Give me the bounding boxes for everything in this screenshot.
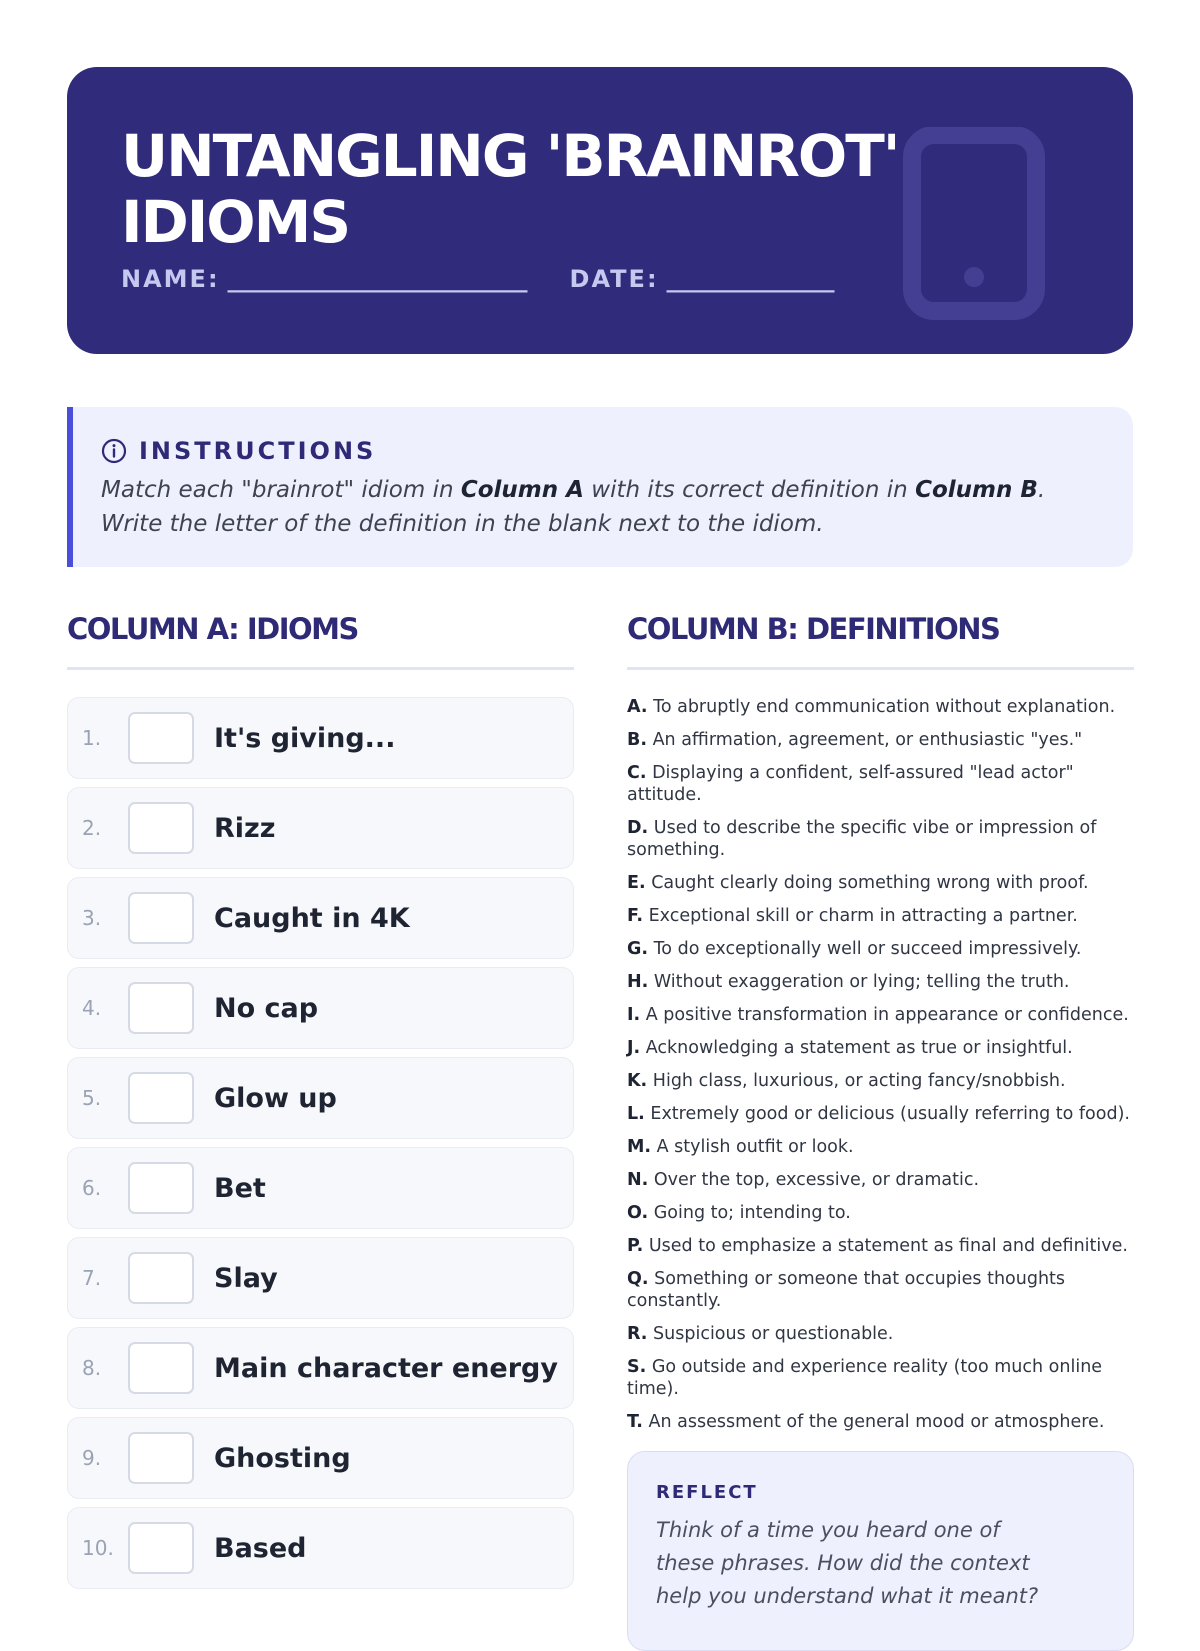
answer-box[interactable]: [128, 1522, 194, 1574]
definition-letter: R.: [627, 1324, 648, 1344]
answer-box[interactable]: [128, 712, 194, 764]
idiom-number: 7.: [82, 1266, 102, 1290]
idiom-number: 10.: [82, 1536, 114, 1560]
idiom-row: [67, 877, 574, 959]
definition-letter: P.: [627, 1236, 644, 1256]
definition-text: Going to; intending to.: [653, 1203, 851, 1223]
definition-text: A stylish outfit or look.: [656, 1137, 854, 1157]
idiom-row: [67, 1327, 574, 1409]
answer-box[interactable]: [128, 982, 194, 1034]
definition-item: [627, 1356, 1137, 1400]
definition-letter: G.: [627, 939, 649, 959]
definition-letter: T.: [627, 1412, 643, 1432]
idiom-row: [67, 697, 574, 779]
definition-item: [627, 1004, 1137, 1026]
definition-letter: E.: [627, 873, 646, 893]
idiom-number: 6.: [82, 1176, 102, 1200]
definition-letter: H.: [627, 972, 649, 992]
definition-text: To abruptly end communication without explanation.: [653, 697, 1116, 717]
idiom-number: 9.: [82, 1446, 102, 1470]
name-date-row: [121, 265, 835, 293]
name-field[interactable]: [121, 265, 528, 293]
idiom-number: 4.: [82, 996, 102, 1020]
date-field[interactable]: [570, 265, 835, 293]
instructions-text-part: Match each "brainrot" idiom in: [101, 477, 461, 503]
column-b-divider: [627, 667, 1134, 670]
definition-item: [627, 1323, 1137, 1345]
answer-box[interactable]: [128, 892, 194, 944]
definition-letter: J.: [627, 1038, 641, 1058]
definition-item: [627, 1136, 1137, 1158]
definition-letter: M.: [627, 1137, 652, 1157]
idiom-text: No cap: [214, 992, 319, 1024]
idiom-row: [67, 1507, 574, 1589]
definition-text: Displaying a confident, self-assured "lead actor" attitude.: [627, 763, 1074, 805]
column-b-heading: COLUMN B: DEFINITIONS: [627, 612, 1000, 646]
definition-text: Over the top, excessive, or dramatic.: [653, 1170, 980, 1190]
definition-text: Used to describe the specific vibe or impression of something.: [627, 818, 1097, 860]
definition-text: Acknowledging a statement as true or insightful.: [645, 1038, 1073, 1058]
definition-item: [627, 938, 1137, 960]
definition-item: [627, 1169, 1137, 1191]
definition-list: [627, 696, 1137, 1444]
answer-box[interactable]: [128, 1072, 194, 1124]
idiom-number: 1.: [82, 726, 102, 750]
title-line-2: IDIOMS: [121, 188, 350, 256]
answer-box[interactable]: [128, 802, 194, 854]
title-line-1: UNTANGLING 'BRAINROT': [121, 122, 899, 190]
idiom-number: 3.: [82, 906, 102, 930]
definition-letter: B.: [627, 730, 647, 750]
definition-item: [627, 1268, 1137, 1312]
idiom-number: 5.: [82, 1086, 102, 1110]
idiom-row: [67, 1417, 574, 1499]
answer-box[interactable]: [128, 1162, 194, 1214]
answer-box[interactable]: [128, 1432, 194, 1484]
idiom-text: Rizz: [214, 812, 276, 844]
reflect-title: REFLECT: [656, 1482, 758, 1503]
definition-text: Without exaggeration or lying; telling the truth.: [653, 972, 1070, 992]
definition-letter: S.: [627, 1357, 647, 1377]
definition-letter: D.: [627, 818, 649, 838]
name-label: NAME:: [121, 265, 220, 293]
definition-text: A positive transformation in appearance or confidence.: [645, 1005, 1129, 1025]
reflect-panel: [627, 1451, 1134, 1651]
column-b-ref: Column B: [915, 477, 1038, 503]
definition-item: [627, 1103, 1137, 1125]
definition-letter: Q.: [627, 1269, 649, 1289]
definition-letter: L.: [627, 1104, 645, 1124]
definition-text: Caught clearly doing something wrong with proof.: [651, 873, 1089, 893]
definition-letter: F.: [627, 906, 644, 926]
definition-letter: A.: [627, 697, 648, 717]
instructions-text-part: . Write the letter of the definition in the blank next to the idiom.: [101, 477, 1046, 537]
idiom-row: [67, 1147, 574, 1229]
definition-item: [627, 1411, 1137, 1433]
idiom-row: [67, 1057, 574, 1139]
instructions-text: [101, 473, 1107, 541]
worksheet-title: [121, 123, 899, 255]
definition-letter: C.: [627, 763, 647, 783]
definition-text: Used to emphasize a statement as final and definitive.: [648, 1236, 1128, 1256]
instructions-title: INSTRUCTIONS: [139, 437, 377, 465]
definition-text: High class, luxurious, or acting fancy/snobbish.: [652, 1071, 1066, 1091]
idiom-text: Caught in 4K: [214, 902, 410, 934]
definition-item: [627, 762, 1137, 806]
definition-letter: I.: [627, 1005, 641, 1025]
definition-text: Something or someone that occupies thoughts constantly.: [627, 1269, 1066, 1311]
definition-text: Go outside and experience reality (too much online time).: [627, 1357, 1103, 1399]
definition-text: Exceptional skill or charm in attracting a partner.: [648, 906, 1078, 926]
column-a-heading: COLUMN A: IDIOMS: [67, 612, 358, 646]
answer-box[interactable]: [128, 1342, 194, 1394]
definition-letter: K.: [627, 1071, 648, 1091]
worksheet-header: [67, 67, 1133, 354]
idiom-list: [67, 697, 574, 1597]
idiom-text: It's giving...: [214, 722, 396, 754]
definition-text: Extremely good or delicious (usually referring to food).: [650, 1104, 1130, 1124]
info-icon: [101, 438, 127, 464]
idiom-text: Main character energy: [214, 1352, 558, 1384]
definition-item: [627, 971, 1137, 993]
idiom-text: Glow up: [214, 1082, 337, 1114]
answer-box[interactable]: [128, 1252, 194, 1304]
definition-item: [627, 1037, 1137, 1059]
definition-item: [627, 1070, 1137, 1092]
idiom-row: [67, 967, 574, 1049]
definition-text: An affirmation, agreement, or enthusiastic "yes.": [652, 730, 1083, 750]
idiom-number: 8.: [82, 1356, 102, 1380]
definition-item: [627, 872, 1137, 894]
reflect-text: Think of a time you heard one of these phrases. How did the context help you understand what it meant?: [656, 1518, 1039, 1608]
definition-item: [627, 1235, 1137, 1257]
idiom-number: 2.: [82, 816, 102, 840]
date-blank: ______________: [666, 265, 835, 293]
instructions-text-part: with its correct definition in: [583, 477, 916, 503]
instructions-panel: [67, 407, 1133, 567]
definition-item: [627, 817, 1137, 861]
column-a-ref: Column A: [460, 477, 584, 503]
definition-letter: O.: [627, 1203, 649, 1223]
definition-text: To do exceptionally well or succeed impressively.: [653, 939, 1082, 959]
idiom-row: [67, 1237, 574, 1319]
idiom-text: Based: [214, 1532, 307, 1564]
idiom-text: Bet: [214, 1172, 266, 1204]
definition-item: [627, 696, 1137, 718]
idiom-text: Slay: [214, 1262, 278, 1294]
definition-text: An assessment of the general mood or atmosphere.: [648, 1412, 1105, 1432]
definition-item: [627, 905, 1137, 927]
definition-letter: N.: [627, 1170, 649, 1190]
idiom-text: Ghosting: [214, 1442, 351, 1474]
name-blank: _________________________: [227, 265, 528, 293]
idiom-row: [67, 787, 574, 869]
column-a-divider: [67, 667, 574, 670]
instructions-heading: [101, 437, 376, 465]
definition-item: [627, 729, 1137, 751]
smartphone-icon: [902, 127, 1062, 337]
definition-text: Suspicious or questionable.: [653, 1324, 894, 1344]
date-label: DATE:: [569, 265, 659, 293]
definition-item: [627, 1202, 1137, 1224]
